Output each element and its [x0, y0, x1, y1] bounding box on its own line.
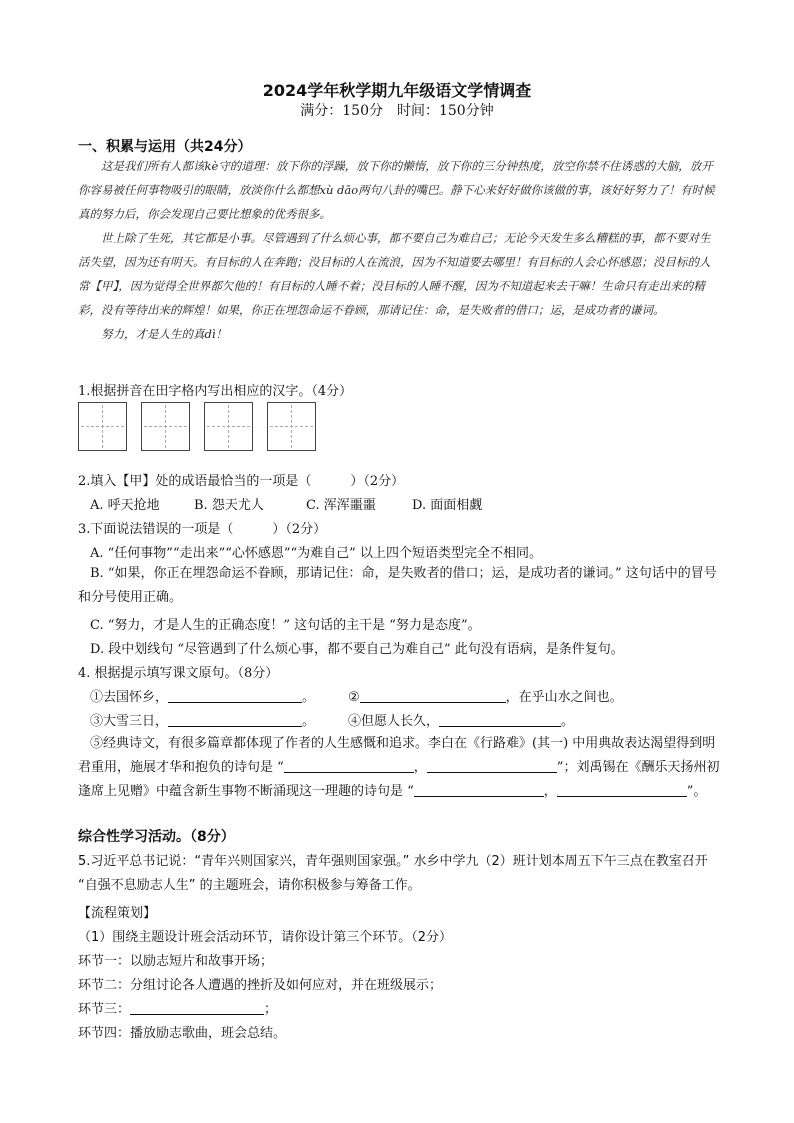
passage-paragraph-1: 这是我们所有人都该kè守的道理：放下你的浮躁，放下你的懒惰，放下你的三分钟热度，放空你禁不住诱惑的大脑，放开你容易被任何事物吸引的眼睛，放淡你什么都想xù dāo两句八卦的嘴巴。静下心来好好做你该做的事，该好好努力了！有时候真的努力后，你会发现自己要比想象的优秀很多。 — [78, 159, 715, 221]
step-1: 环节一：以励志短片和故事开场； — [78, 954, 274, 969]
q3-option-d: D. 段中划线句 “尽管遇到了什么烦心事，都不要自己为难自己” 此句没有语病，是条件复句。 — [90, 642, 624, 657]
question-5: 5.习近平总书记说：“青年兴则国家兴，青年强则国家强。” 水乡中学九（2）班计划本周五下午三点在教室召开 “自强不息励志人生” 的主题班会，请你积极参与筹备工作。 — [78, 854, 708, 893]
question-1: 1.根据拼音在田字格内写出相应的汉字。（4分） — [78, 384, 353, 399]
q4-item-4-text: ④但愿人长久， — [348, 714, 440, 729]
answer-blank[interactable] — [130, 1000, 264, 1015]
step-4: 环节四：播放励志歌曲，班会总结。 — [78, 1026, 287, 1041]
q4-item-5-text-a: ⑤经典诗文，有很多篇章都体现了作者的人生感慨和追求。李白在《行路难》(其一) 中用典故表达渴望得到明君重用，施展才华和抱负的诗句是 “ — [78, 736, 716, 775]
sub-question-1: （1）围绕主题设计班会活动环节，请你设计第三个环节。（2分） — [78, 930, 453, 945]
section-heading: 一、积累与运用（共24分） — [78, 139, 252, 155]
tianzige-box[interactable] — [78, 402, 127, 451]
q4-end-mark: 。 — [302, 690, 316, 705]
question-4: 4. 根据提示填写课文原句。（8分） — [78, 666, 279, 681]
step-3-end: ； — [264, 1002, 278, 1017]
question-3: 3.下面说法错误的一项是（ ）（2分） — [78, 522, 327, 537]
q4-item-5-text-c: ”。 — [686, 784, 707, 799]
q4-item-3-text: ③大雪三日， — [90, 714, 169, 729]
answer-blank[interactable] — [168, 688, 302, 703]
answer-blank[interactable] — [168, 712, 302, 727]
plan-heading: 【流程策划】 — [78, 906, 157, 921]
q4-item-5: ⑤经典诗文，有很多篇章都体现了作者的人生感慨和追求。李白在《行路难》(其一) 中用典故表达渴望得到明君重用，施展才华和抱负的诗句是 “ ， ”；刘禹锡在《酬乐天扬州初逢席上见赠》中蕴含新生事物不断涌现这一理趣的诗句是 “ ， ”。 — [78, 736, 720, 799]
q2-option-b[interactable]: B. 怨天尤人 — [194, 498, 264, 513]
q2-option-c[interactable]: C. 浑浑噩噩 — [306, 498, 376, 513]
q3-option-c: C. “努力，才是人生的正确态度！” 这句话的主干是 “努力是态度”。 — [90, 618, 481, 633]
q3-option-a: A. “任何事物”“走出来”“心怀感恩”“为难自己” 以上四个短语类型完全不相同。 — [90, 546, 542, 561]
exam-subtitle: 满分：150分 时间：150分钟 — [300, 103, 494, 119]
q4-item-1-text: ①去国怀乡， — [90, 690, 169, 705]
q2-option-d[interactable]: D. 面面相觑 — [412, 498, 483, 513]
answer-blank[interactable] — [284, 758, 414, 773]
activity-heading: 综合性学习活动。（8分） — [78, 829, 235, 845]
passage-paragraph-2: 世上除了生死，其它都是小事。尽管遇到了什么烦心事，都不要自己为难自己；无论今天发生多么糟糕的事，都不要对生活失望，因为还有明天。有目标的人在奔跑；没目标的人在流浪，因为不知道要去哪里！有目标的人会心怀感恩；没目标的人常【甲】，因为觉得全世界都欠他的！有目标的人睡不着；没目标的人睡不醒，因为不知道起来去干嘛！生命只有走出来的精彩，没有等待出来的辉煌！如果，你正在埋怨命运不眷顾，那请记住：命，是失败者的借口；运，是成功者的谦词。 — [78, 231, 711, 317]
q4-item-4 — [348, 710, 574, 729]
tianzige-box[interactable] — [141, 402, 190, 451]
exam-title: 2024学年秋学期九年级语文学情调查 — [262, 81, 532, 100]
q4-end-mark: 。 — [302, 714, 316, 729]
step-3-label: 环节三： — [78, 1002, 131, 1017]
answer-blank[interactable] — [360, 688, 506, 703]
q4-item-5-text-b: ”；刘禹锡在《酬乐天扬州初逢席上见赠》中蕴含新生事物不断涌现这一理趣的诗句是 “ — [78, 760, 720, 799]
q4-item-2-pre: ② — [348, 690, 360, 705]
step-3 — [78, 998, 277, 1017]
question-2: 2.填入【甲】处的成语最恰当的一项是（ ）（2分） — [78, 474, 405, 489]
tianzige-box[interactable] — [204, 402, 253, 451]
answer-blank[interactable] — [427, 758, 557, 773]
q2-option-a[interactable]: A. 呼天抢地 — [90, 498, 160, 513]
tianzige-grid — [78, 402, 316, 451]
q4-item-1 — [90, 686, 315, 705]
q3-option-b: B. “如果，你正在埋怨命运不眷顾，那请记住：命，是失败者的借口；运，是成功者的谦词。” 这句话中的冒号和分号使用正确。 — [78, 566, 717, 605]
q4-end-mark: 。 — [561, 714, 575, 729]
q4-item-2-post: ，在乎山水之间也。 — [505, 690, 623, 705]
step-2: 环节二：分组讨论各人遭遇的挫折及如何应对，并在班级展示； — [78, 978, 443, 993]
q4-item-3 — [90, 710, 315, 729]
answer-blank[interactable] — [439, 712, 561, 727]
answer-blank[interactable] — [557, 782, 687, 797]
q4-item-2 — [348, 686, 623, 705]
passage-paragraph-3: 努力，才是人生的真dì！ — [101, 327, 228, 341]
reading-passage — [78, 154, 720, 346]
tianzige-box[interactable] — [267, 402, 316, 451]
answer-blank[interactable] — [414, 782, 544, 797]
